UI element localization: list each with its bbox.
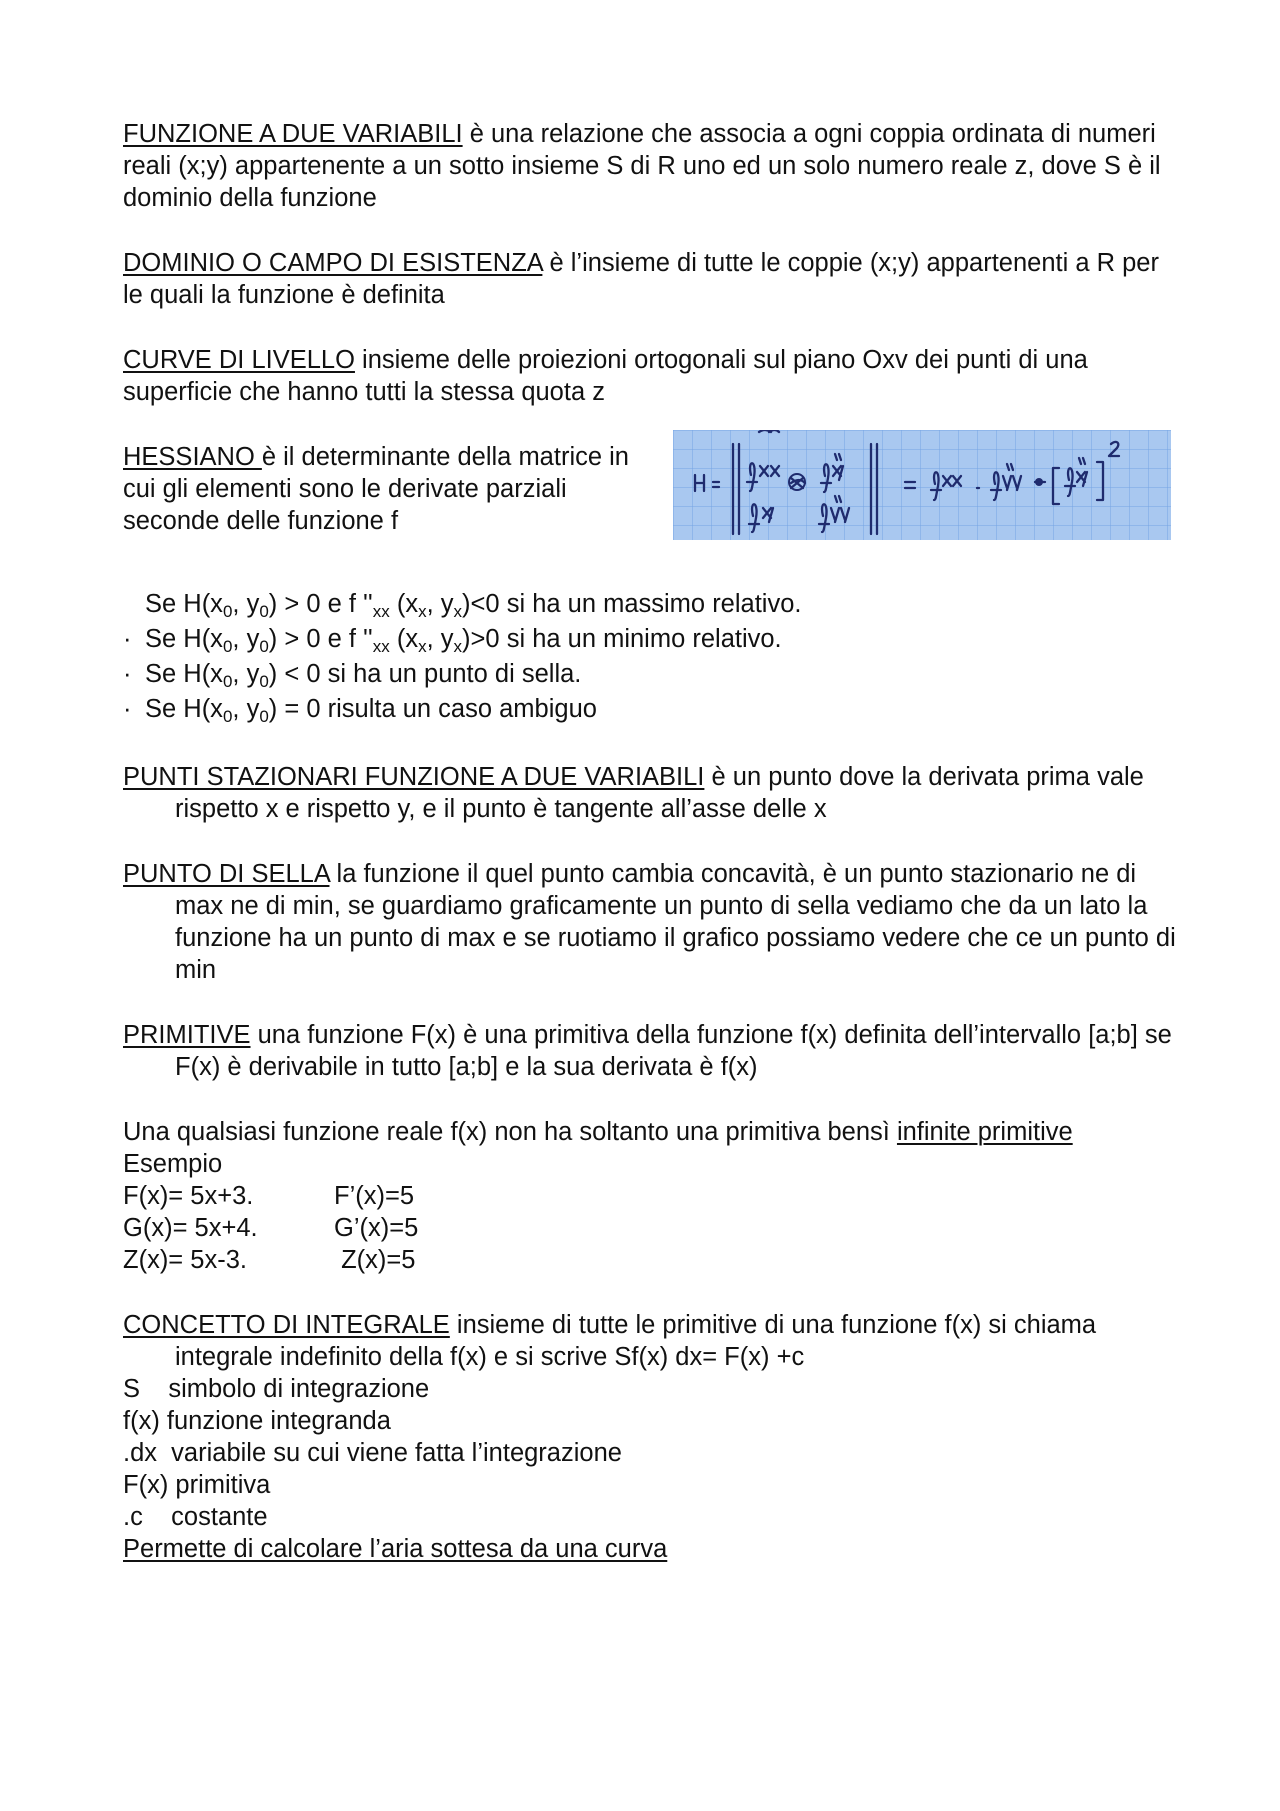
cond-text: (x: [389, 625, 419, 653]
subscript: 0: [222, 637, 233, 656]
subscript: x: [453, 637, 463, 656]
bullet: ·: [123, 695, 132, 723]
term-integrale: CONCETTO DI INTEGRALE: [123, 1311, 450, 1339]
definition-punti-stazionari: [123, 761, 1183, 825]
integral-part: f(x) funzione integranda: [123, 1407, 391, 1435]
cond-text: ) > 0 e f '': [268, 590, 373, 618]
definition-integrale: [123, 1309, 1183, 1373]
example-function: F(x)= 5x+3.: [123, 1182, 254, 1210]
term-hessiano: HESSIANO: [123, 443, 262, 471]
text-hessiano: è il determinante della matrice in cui gli elementi sono le derivate parziali seconde delle funzione f: [123, 443, 629, 535]
cond-text: (x: [389, 590, 419, 618]
term-dominio: DOMINIO O CAMPO DI ESISTENZA: [123, 249, 543, 277]
subscript: 0: [222, 602, 233, 621]
definition-punto-sella: [123, 858, 1183, 986]
example-row: [123, 1244, 1183, 1276]
subscript: 0: [222, 672, 233, 691]
example-label: Esempio: [123, 1150, 223, 1178]
subscript: 0: [259, 672, 269, 691]
example-function: Z(x)= 5x-3.: [123, 1246, 247, 1274]
term-punto-sella: PUNTO DI SELLA: [123, 860, 330, 888]
cond-text: , y: [232, 625, 260, 653]
integral-part: S simbolo di integrazione: [123, 1375, 430, 1403]
conditions-list: [123, 588, 1183, 728]
cond-text: Se H(x: [145, 590, 223, 618]
cond-text: , y: [426, 625, 454, 653]
hessian-handwritten-image: [673, 430, 1171, 540]
bullet: ·: [123, 625, 132, 653]
subscript: x: [418, 602, 427, 621]
cond-text: )<0 si ha un massimo relativo.: [462, 590, 802, 618]
definition-dominio: [123, 247, 1183, 311]
example-derivative: F’(x)=5: [334, 1182, 415, 1210]
example-block: [123, 1148, 1183, 1276]
infinite-underlined: infinite primitive: [896, 1118, 1073, 1146]
text-punto-sella: la funzione il quel punto cambia concavità, è un punto stazionario ne di max ne di min, se guardiamo graficamente un punto di sella vediamo che da un lato la funzione ha un punto di max e se ruotiamo il grafico possiamo vedere che ce un punto di min: [175, 860, 1176, 984]
subscript: 0: [259, 637, 269, 656]
text-primitive: una funzione F(x) è una primitiva della funzione f(x) definita dell’intervallo [a;b] se F(x) è derivabile in tutto [a;b] e la sua derivata è f(x): [175, 1021, 1172, 1081]
subscript: 0: [259, 707, 269, 726]
example-derivative: Z(x)=5: [334, 1246, 416, 1274]
condition-item: [123, 588, 1183, 623]
definition-primitive: [123, 1019, 1183, 1083]
document-page: [123, 118, 1183, 1565]
subscript: 0: [259, 602, 269, 621]
cond-text: Se H(x: [145, 695, 223, 723]
text-curve: insieme delle proiezioni ortogonali sul piano Oxv dei punti di una superficie che hanno tutti la stessa quota z: [123, 346, 1088, 406]
integral-part: .c costante: [123, 1503, 268, 1531]
text-integrale: insieme di tutte le primitive di una funzione f(x) si chiama integrale indefinito della f(x) e si scrive Sf(x) dx= F(x) +c: [175, 1311, 1097, 1371]
subscript: x: [453, 602, 463, 621]
cond-text: ) = 0 risulta un caso ambiguo: [268, 695, 597, 723]
definition-funzione: [123, 118, 1183, 214]
cond-text: ) < 0 si ha un punto di sella.: [268, 660, 582, 688]
example-derivative: G’(x)=5: [334, 1214, 419, 1242]
term-punti-stazionari: PUNTI STAZIONARI FUNZIONE A DUE VARIABILI: [123, 763, 705, 791]
cond-text: , y: [232, 590, 260, 618]
term-curve: CURVE DI LIVELLO: [123, 346, 355, 374]
definition-hessiano: [123, 441, 643, 537]
subscript: xx: [372, 602, 390, 621]
cond-text: Se H(x: [145, 625, 223, 653]
integral-part: .dx variabile su cui viene fatta l’integrazione: [123, 1439, 622, 1467]
text-punti-stazionari: è un punto dove la derivata prima vale rispetto x e rispetto y, e il punto è tangente all’asse delle x: [175, 763, 1144, 823]
infinite-primitive-note: [123, 1116, 1183, 1148]
subscript: x: [418, 637, 427, 656]
definition-curve: [123, 344, 1183, 408]
cond-text: , y: [232, 660, 260, 688]
integral-final-text: Permette di calcolare l’aria sottesa da una curva: [123, 1535, 668, 1563]
text-funzione: è una relazione che associa a ogni coppia ordinata di numeri reali (x;y) appartenente a un sotto insieme S di R uno ed un solo numero reale z, dove S è il dominio della funzione: [123, 120, 1161, 212]
bullet: ·: [123, 660, 132, 688]
infinite-text: Una qualsiasi funzione reale f(x) non ha soltanto una primitiva bensì: [123, 1118, 897, 1146]
text-dominio: è l’insieme di tutte le coppie (x;y) appartenenti a R per le quali la funzione è definita: [123, 249, 1159, 309]
term-primitive: PRIMITIVE: [123, 1021, 251, 1049]
cond-text: ) > 0 e f '': [268, 625, 373, 653]
cond-text: , y: [426, 590, 454, 618]
integral-parts-list: [123, 1373, 1183, 1565]
example-row: [123, 1180, 1183, 1212]
condition-item: [123, 693, 1183, 728]
example-function: G(x)= 5x+4.: [123, 1214, 258, 1242]
example-row: [123, 1212, 1183, 1244]
cond-text: Se H(x: [145, 660, 223, 688]
condition-item: [123, 658, 1183, 693]
subscript: xx: [372, 637, 390, 656]
subscript: 0: [222, 707, 233, 726]
cond-text: , y: [232, 695, 260, 723]
cond-text: )>0 si ha un minimo relativo.: [462, 625, 782, 653]
term-funzione: FUNZIONE A DUE VARIABILI: [123, 120, 463, 148]
integral-part: F(x) primitiva: [123, 1471, 271, 1499]
integral-final-note: [123, 1533, 1183, 1565]
condition-item: [123, 623, 1183, 658]
hessiano-block: [123, 441, 1183, 540]
